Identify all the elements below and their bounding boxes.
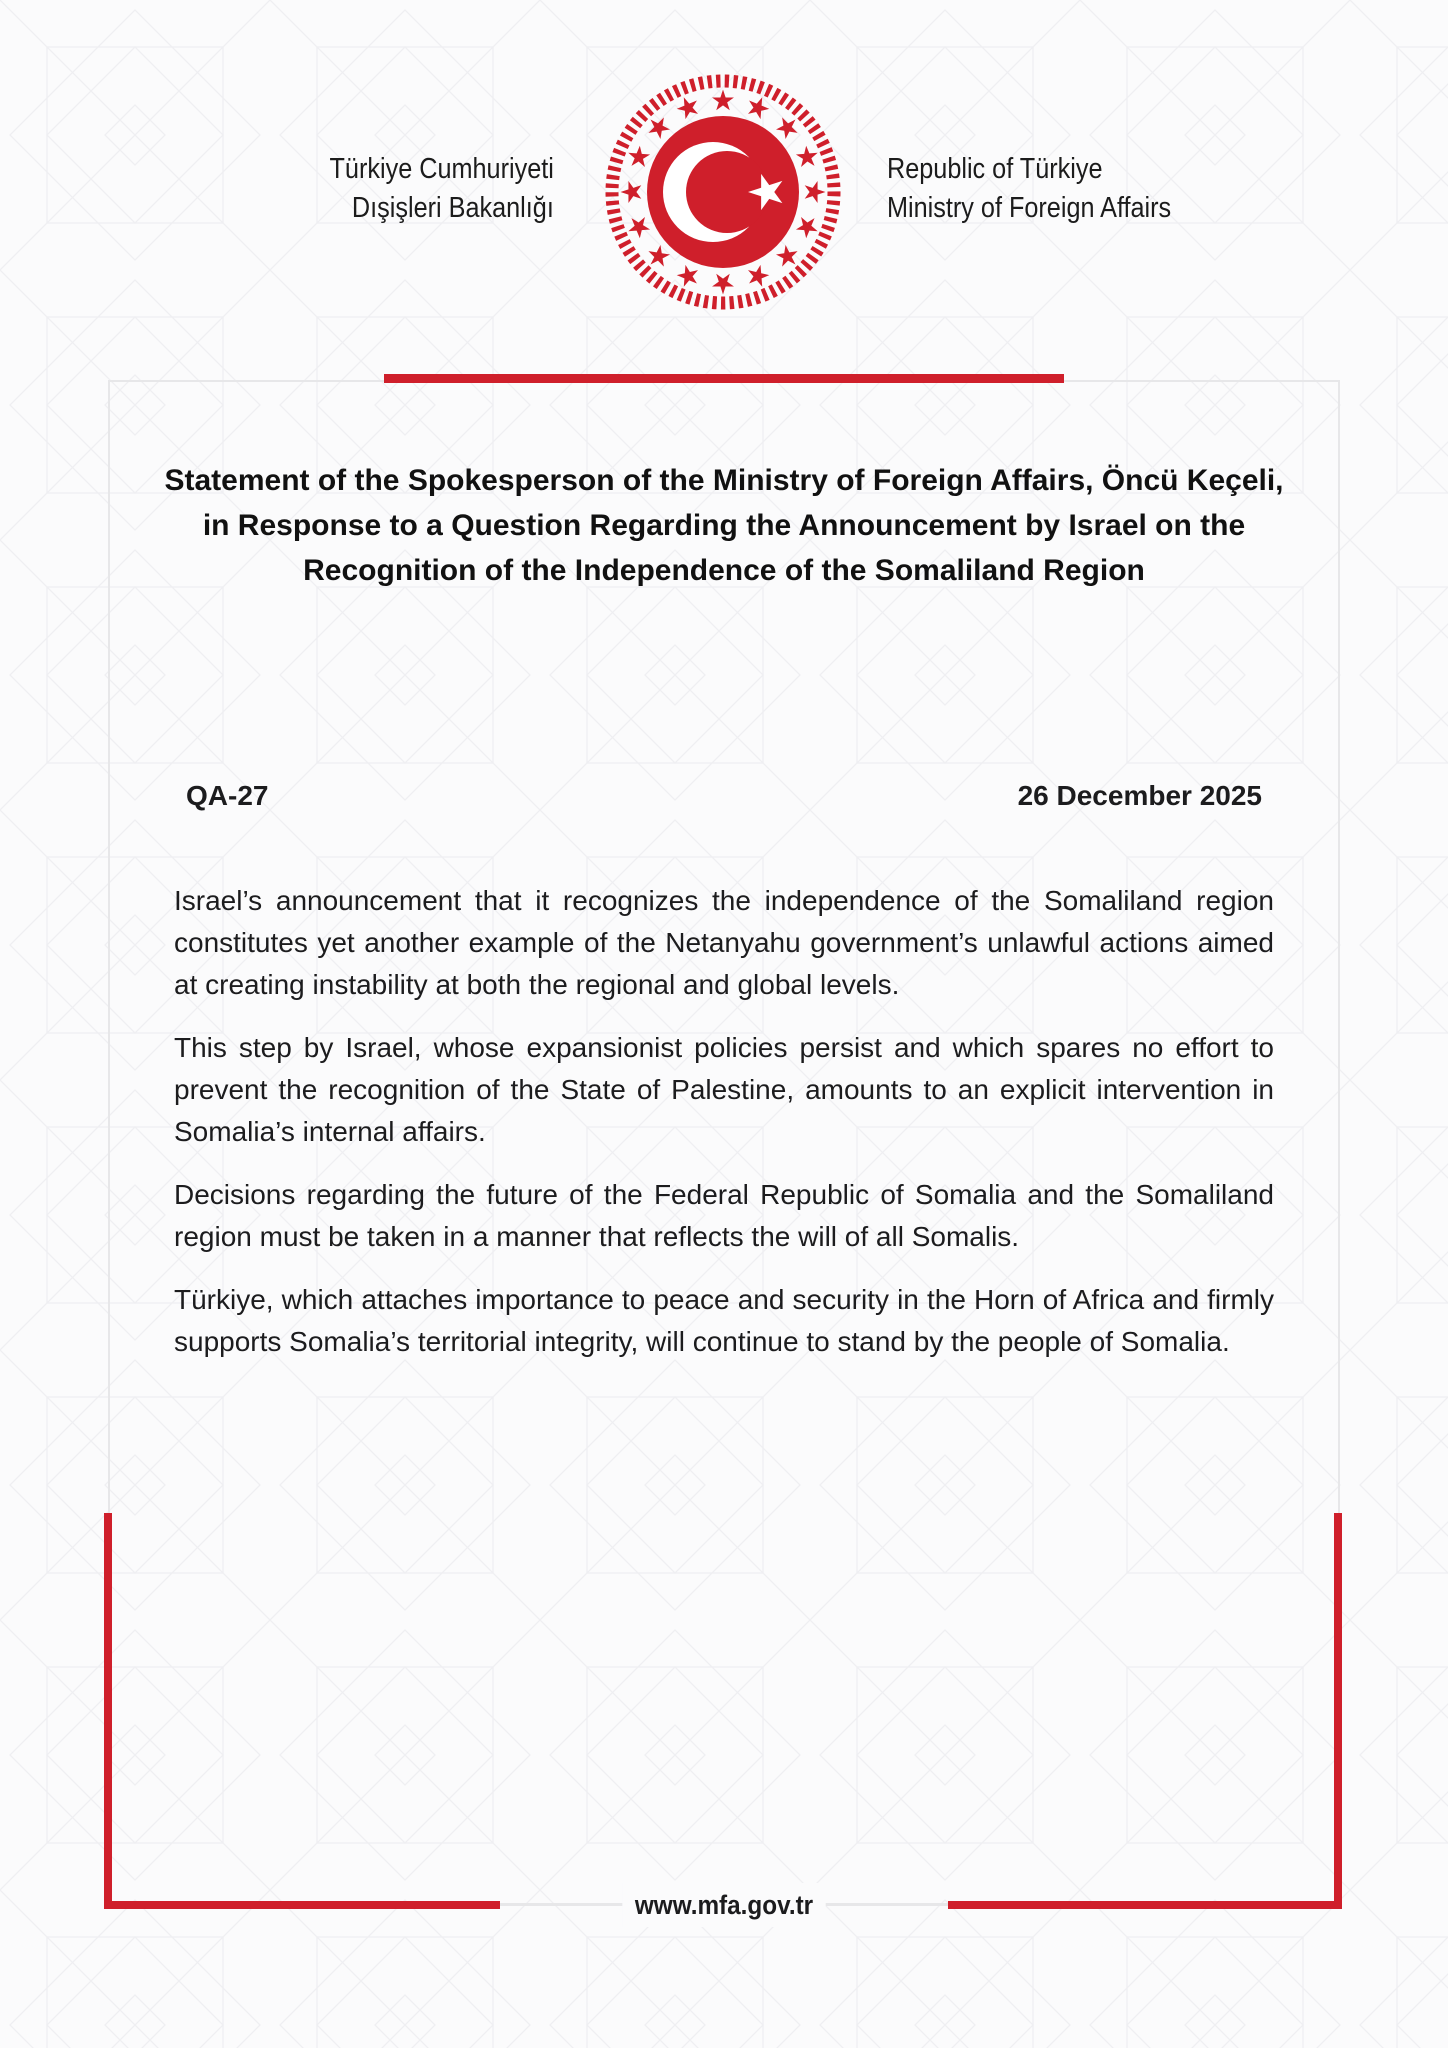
meta-row	[174, 780, 1274, 812]
turkiye-mfa-emblem-icon	[598, 67, 848, 317]
paragraph-4: Türkiye, which attaches importance to peace and security in the Horn of Africa and firmly supports Somalia’s territorial integrity, will continue to stand by the people of Somalia.	[174, 1284, 1274, 1357]
website-url: www.mfa.gov.tr	[622, 1883, 825, 1927]
top-accent-bar	[384, 374, 1064, 383]
org-name-turkish	[330, 150, 554, 228]
frame-accent-left	[104, 1513, 112, 1909]
org-name-turkish-line2: Dışişleri Bakanlığı	[352, 192, 554, 224]
footer	[0, 1883, 1448, 1927]
document-body	[174, 880, 1274, 1384]
org-name-turkish-line1: Türkiye Cumhuriyeti	[329, 153, 554, 185]
paragraph-1: Israel’s announcement that it recognizes the independence of the Somaliland region constitutes yet another example of the Netanyahu government’s unlawful actions aimed at creating instability at both the regional and global levels.	[174, 885, 1274, 1000]
document-date: 26 December 2025	[1017, 780, 1262, 811]
org-name-english-line2: Ministry of Foreign Affairs	[887, 192, 1172, 224]
document-title: Statement of the Spokesperson of the Ministry of Foreign Affairs, Öncü Keçeli, in Response to a Question Regarding the Announcement by Israel on the Recognition of the Independence of the Somaliland Region	[164, 464, 1284, 587]
reference-number: QA-27	[186, 780, 269, 811]
org-name-english-line1: Republic of Türkiye	[887, 153, 1103, 185]
paragraph-2: This step by Israel, whose expansionist policies persist and which spares no effort to prevent the recognition of the State of Palestine, amounts to an explicit intervention in Somalia’s internal affairs.	[174, 1032, 1274, 1147]
frame-accent-right	[1334, 1513, 1342, 1909]
paragraph-3: Decisions regarding the future of the Federal Republic of Somalia and the Somaliland region must be taken in a manner that reflects the will of all Somalis.	[174, 1179, 1274, 1252]
org-name-english	[887, 150, 1171, 228]
